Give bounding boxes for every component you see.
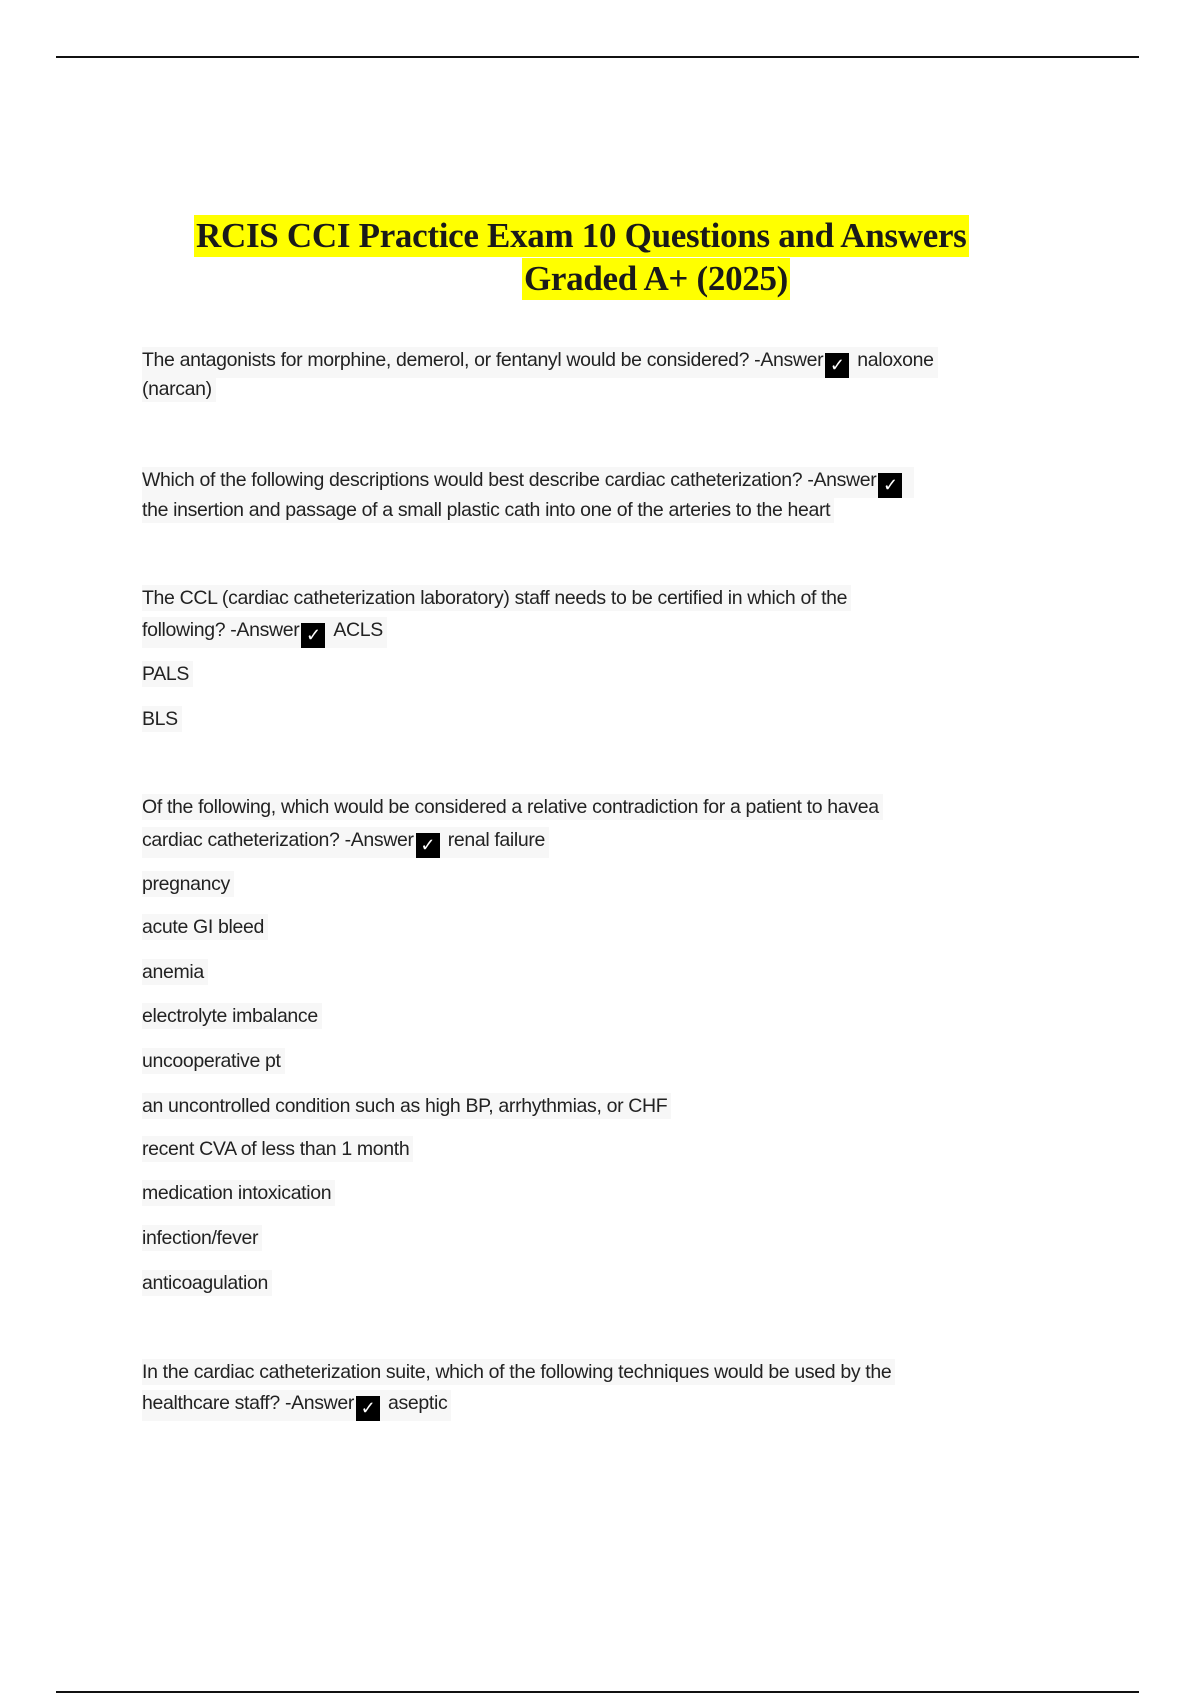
question-4-option: anemia <box>142 959 208 985</box>
checkmark-box-icon: ✓ <box>356 1396 380 1421</box>
question-1-text: The antagonists for morphine, demerol, or fentanyl would be considered? -Answer <box>142 349 824 371</box>
question-4-option: recent CVA of less than 1 month <box>142 1136 413 1162</box>
question-3-line1: The CCL (cardiac catheterization laboratory) staff needs to be certified in which of the <box>142 585 851 611</box>
question-4-option: medication intoxication <box>142 1180 335 1206</box>
header-rule <box>56 56 1139 58</box>
footer-rule <box>56 1691 1139 1693</box>
question-3-option: PALS <box>142 661 193 687</box>
question-4-option: acute GI bleed <box>142 914 268 940</box>
question-2-answer: the insertion and passage of a small plastic cath into one of the arteries to the heart <box>142 497 834 523</box>
question-4-answer: renal failure <box>447 829 546 851</box>
checkmark-box-icon: ✓ <box>301 623 325 648</box>
question-3-option: BLS <box>142 706 182 732</box>
question-4-option: pregnancy <box>142 871 234 897</box>
question-5-answer: aseptic <box>388 1392 448 1414</box>
question-4-option: infection/fever <box>142 1225 262 1251</box>
question-2-line1 <box>142 467 914 498</box>
question-5-text: healthcare staff? -Answer <box>142 1392 355 1414</box>
checkmark-box-icon: ✓ <box>416 833 440 858</box>
question-1-answer: naloxone <box>857 349 934 371</box>
question-1-line2: (narcan) <box>142 376 216 402</box>
question-4-option: electrolyte imbalance <box>142 1003 322 1029</box>
question-3-line2 <box>142 617 387 648</box>
question-5-line1: In the cardiac catheterization suite, which of the following techniques would be used by the <box>142 1359 895 1385</box>
question-1-line1 <box>142 347 938 378</box>
question-4-option: anticoagulation <box>142 1270 272 1296</box>
question-4-option: uncooperative pt <box>142 1048 285 1074</box>
document-title-line1: RCIS CCI Practice Exam 10 Questions and Answers <box>196 216 967 255</box>
checkmark-box-icon: ✓ <box>878 473 902 498</box>
question-5-line2 <box>142 1390 451 1421</box>
question-4-option: an uncontrolled condition such as high BP, arrhythmias, or CHF <box>142 1093 671 1119</box>
document-title-line2: Graded A+ (2025) <box>524 259 789 298</box>
question-3-answer: ACLS <box>333 619 383 641</box>
question-3-text: following? -Answer <box>142 619 300 641</box>
checkmark-box-icon: ✓ <box>825 353 849 378</box>
question-4-text: cardiac catheterization? -Answer <box>142 829 414 851</box>
question-4-line2 <box>142 827 549 858</box>
question-4-line1: Of the following, which would be considered a relative contradiction for a patient to havea <box>142 794 883 820</box>
question-2-text: Which of the following descriptions would best describe cardiac catheterization? -Answer <box>142 469 877 491</box>
